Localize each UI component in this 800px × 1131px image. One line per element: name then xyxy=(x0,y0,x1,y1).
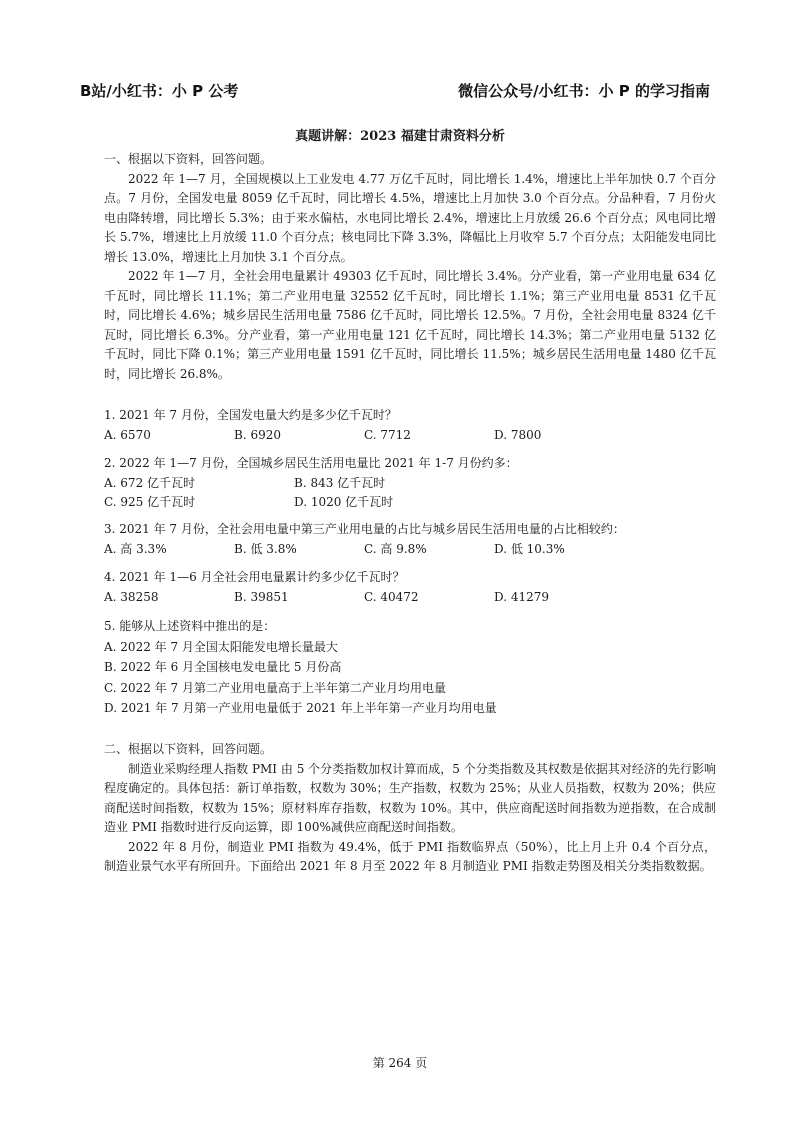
option-c[interactable]: C. 7712 xyxy=(364,427,411,442)
question-options xyxy=(104,426,716,446)
option-d[interactable]: D. 1020 亿千瓦时 xyxy=(294,495,394,509)
question-5 xyxy=(104,616,716,719)
option-b[interactable]: B. 39851 xyxy=(234,589,289,604)
question-1 xyxy=(104,406,716,445)
question-stem: 4. 2021 年 1—6 月全社会用电量累计约多少亿千瓦时？ xyxy=(104,570,405,584)
page-title: 真题讲解：2023 福建甘肃资料分析 xyxy=(295,129,505,144)
section-1-paragraph: 2022 年 1—7 月，全国规模以上工业发电 4.77 万亿千瓦时，同比增长 1.4%，增速比上半年加快 0.7 个百分点。7 月份，全国发电量 8059 亿千瓦时，同比增长 4.5%，增速比上月加快 3.0 个百分点。分品种看，7 月份火电由降转增，同比增长 5.3%；由于来水偏枯，水电同比增长 2.4%，增速比上月放缓 26.6 个百分点；风电同比增长 5.7%，增速比上月放缓 11.0 个百分点；核电同比下降 3.3%，降幅比上月收窄 5.7 个百分点；太阳能发电同比增长 13.0%，增速比上月加快 3.1 个百分点。 xyxy=(104,171,716,264)
option-c[interactable]: C. 2022 年 7 月第二产业用电量高于上半年第二产业月均用电量 xyxy=(104,680,447,695)
option-b[interactable]: B. 低 3.8% xyxy=(234,541,297,556)
question-options xyxy=(104,540,716,560)
option-d[interactable]: D. 7800 xyxy=(494,427,542,442)
option-d[interactable]: D. 2021 年 7 月第一产业用电量低于 2021 年上半年第一产业月均用电量 xyxy=(104,701,497,715)
question-stem: 1. 2021 年 7 月份，全国发电量大约是多少亿千瓦时？ xyxy=(104,408,397,422)
option-c[interactable]: C. 高 9.8% xyxy=(364,541,427,556)
option-c[interactable]: C. 925 亿千瓦时 xyxy=(104,495,196,509)
question-4 xyxy=(104,568,716,607)
section-2-heading: 二、根据以下资料，回答问题。 xyxy=(104,742,273,756)
question-options xyxy=(104,493,716,513)
section-1-paragraph: 2022 年 1—7 月，全社会用电量累计 49303 亿千瓦时，同比增长 3.4%。分产业看，第一产业用电量 634 亿千瓦时，同比增长 11.1%；第二产业用电量 32552 亿千瓦时，同比增长 1.1%；第三产业用电量 8531 亿千瓦时，同比增长 4.6%；城乡居民生活用电量 7586 亿千瓦时，同比增长 12.5%。7 月份，全社会用电量 8324 亿千瓦时，同比增长 6.3%。分产业看，第一产业用电量 121 亿千瓦时，同比增长 14.3%；第二产业用电量 5132 亿千瓦时，同比下降 0.1%；第三产业用电量 1591 亿千瓦时，同比增长 11.5%；城乡居民生活用电量 1480 亿千瓦时，同比增长 26.8%。 xyxy=(104,269,716,381)
option-d[interactable]: D. 低 10.3% xyxy=(494,541,565,556)
option-a[interactable]: A. 高 3.3% xyxy=(104,541,167,556)
question-2 xyxy=(104,454,716,513)
section-1-heading: 一、根据以下资料，回答问题。 xyxy=(104,152,273,166)
header-left: B站/小红书：小 P 公考 xyxy=(80,82,239,100)
question-options xyxy=(104,588,716,608)
option-a[interactable]: A. 38258 xyxy=(104,589,159,604)
option-a[interactable]: A. 672 亿千瓦时 xyxy=(104,475,196,490)
option-d[interactable]: D. 41279 xyxy=(494,589,549,604)
option-b[interactable]: B. 2022 年 6 月全国核电发电量比 5 月份高 xyxy=(104,660,342,674)
page-number: 第 264 页 xyxy=(372,1056,428,1070)
header-right: 微信公众号/小红书：小 P 的学习指南 xyxy=(458,82,710,100)
question-options xyxy=(104,474,716,494)
option-b[interactable]: B. 6920 xyxy=(234,427,281,442)
question-stem: 5. 能够从上述资料中推出的是： xyxy=(104,619,276,633)
option-b[interactable]: B. 843 亿千瓦时 xyxy=(294,475,386,490)
section-2-paragraph: 制造业采购经理人指数 PMI 由 5 个分类指数加权计算而成，5 个分类指数及其权数是依据其对经济的先行影响程度确定的。具体包括：新订单指数，权数为 30%；生产指数，权数为 25%；从业人员指数，权数为 20%；供应商配送时间指数，权数为 15%；原材料库存指数，权数为 10%。其中，供应商配送时间指数为逆指数，在合成制造业 PMI 指数时进行反向运算，即 100%减供应商配送时间指数。 xyxy=(104,761,716,834)
section-1 xyxy=(104,150,716,384)
question-3 xyxy=(104,520,716,559)
section-2 xyxy=(104,740,716,877)
section-2-paragraph: 2022 年 8 月份，制造业 PMI 指数为 49.4%，低于 PMI 指数临界点（50%），比上月上升 0.4 个百分点，制造业景气水平有所回升。下面给出 2021 年 8 月至 2022 年 8 月制造业 PMI 指数走势图及相关分类指数数据。 xyxy=(104,839,716,873)
option-a[interactable]: A. 2022 年 7 月全国太阳能发电增长量最大 xyxy=(104,639,338,654)
option-c[interactable]: C. 40472 xyxy=(364,589,419,604)
option-a[interactable]: A. 6570 xyxy=(104,427,151,442)
question-stem: 2. 2022 年 1—7 月份，全国城乡居民生活用电量比 2021 年 1-7 月份约多： xyxy=(104,456,518,470)
question-stem: 3. 2021 年 7 月份，全社会用电量中第三产业用电量的占比与城乡居民生活用电量的占比相较约： xyxy=(104,522,625,536)
